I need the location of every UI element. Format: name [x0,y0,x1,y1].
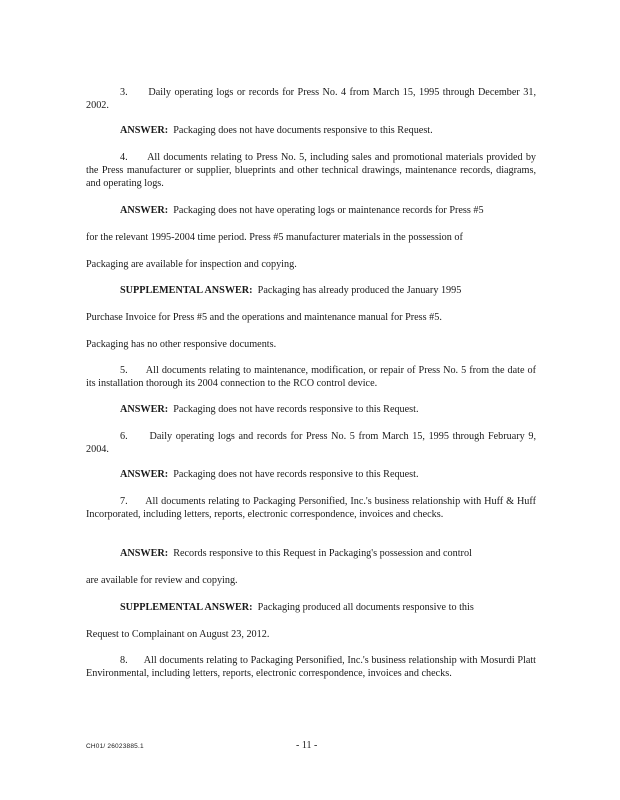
page-number: - 11 - [296,740,318,751]
answer-4-line-2: for the relevant 1995-2004 time period. Press #5 manufacturer materials in the possession of [86,232,463,243]
request-3: 3. Daily operating logs or records for Press No. 4 from March 15, 1995 through December 31, 2002. [86,87,536,111]
request-6: 6. Daily operating logs and records for Press No. 5 from March 15, 1995 through February 9, 2004. [86,431,536,455]
answer-7-line-1: ANSWER: Records responsive to this Request in Packaging's possession and control [120,548,472,559]
request-5: 5. All documents relating to maintenance, modification, or repair of Press No. 5 from the date of its installation thorough its 2004 connection to the RCO control device. [86,365,537,389]
supplemental-answer-7-line-2: Request to Complainant on August 23, 2012. [86,629,270,640]
footer-document-id: CH01/ 26023885.1 [86,743,144,750]
supplemental-answer-7-line-1: SUPPLEMENTAL ANSWER: Packaging produced all documents responsive to this [120,602,474,613]
request-8: 8. All documents relating to Packaging Personified, Inc.'s business relationship with Mosurdi Platt Environmental, including letters, reports, electronic correspondence, invoices and checks. [86,655,537,679]
supplemental-answer-4-line-1: SUPPLEMENTAL ANSWER: Packaging has already produced the January 1995 [120,285,462,296]
supplemental-answer-4-line-3: Packaging has no other responsive documents. [86,339,277,350]
request-4: 4. All documents relating to Press No. 5, including sales and promotional materials provided by the Press manufacturer or supplier, blueprints and other technical drawings, maintenance records, diagrams, and operating logs. [86,152,537,189]
answer-4-line-3: Packaging are available for inspection and copying. [86,259,297,270]
answer-5: ANSWER: Packaging does not have records responsive to this Request. [120,404,419,415]
request-7: 7. All documents relating to Packaging Personified, Inc.'s business relationship with Huff & Huff Incorporated, including letters, reports, electronic correspondence, invoices and checks. [86,496,537,520]
answer-3: ANSWER: Packaging does not have documents responsive to this Request. [120,125,433,136]
answer-4-line-1: ANSWER: Packaging does not have operating logs or maintenance records for Press #5 [120,205,484,216]
answer-6: ANSWER: Packaging does not have records responsive to this Request. [120,469,419,480]
supplemental-answer-4-line-2: Purchase Invoice for Press #5 and the operations and maintenance manual for Press #5. [86,312,442,323]
answer-7-line-2: are available for review and copying. [86,575,238,586]
